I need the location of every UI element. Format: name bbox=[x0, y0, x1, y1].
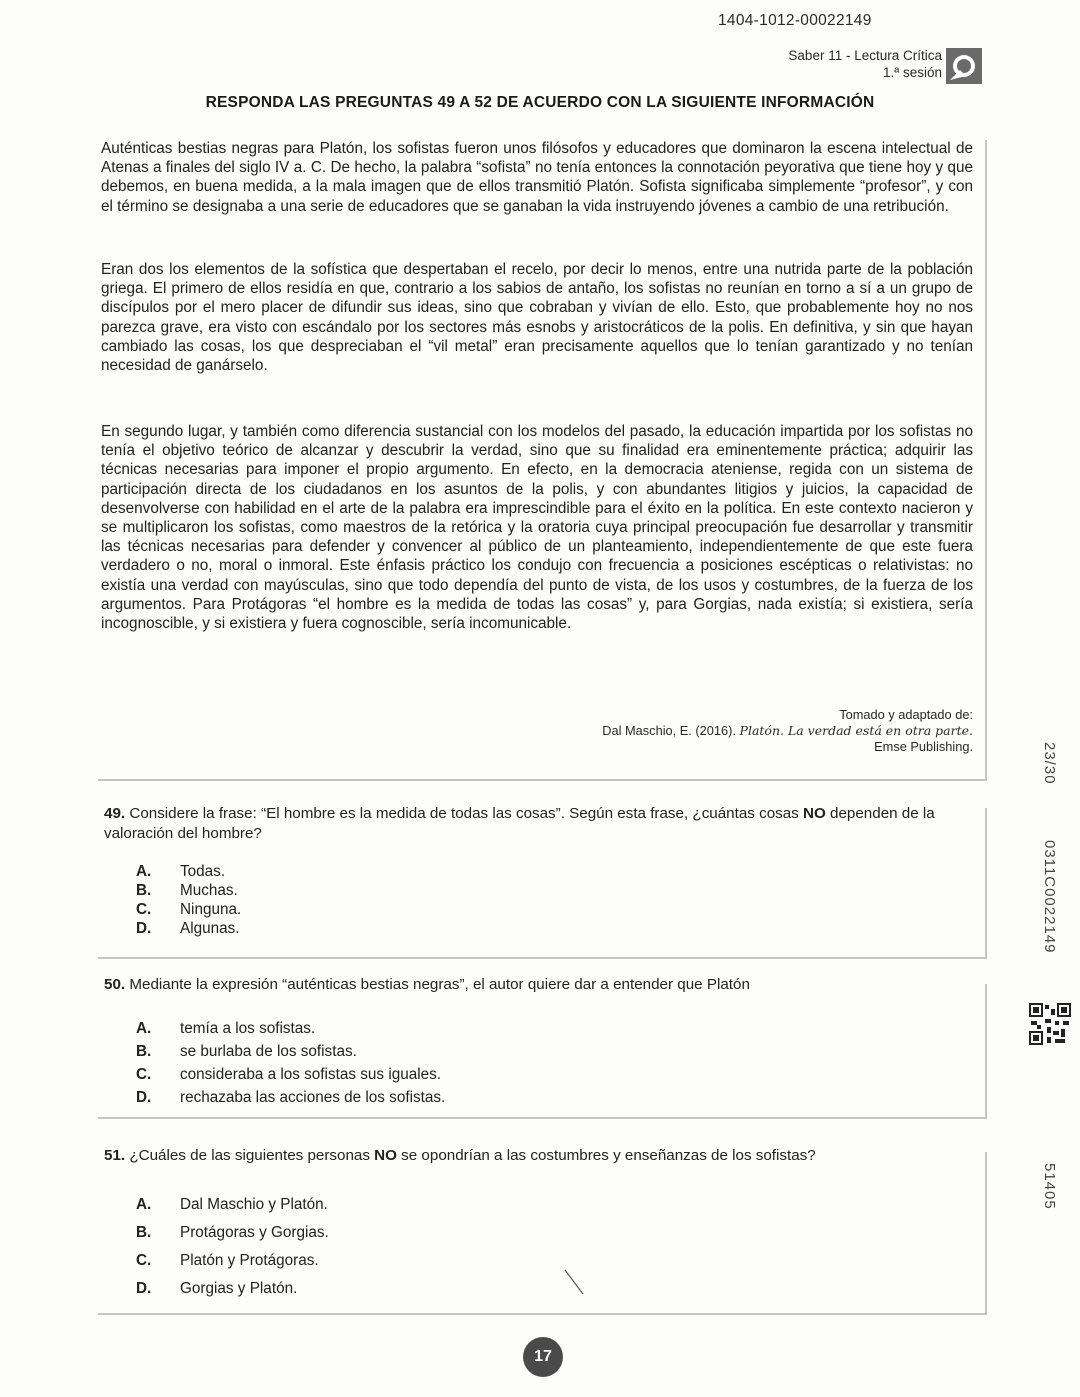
exam-seal-icon bbox=[946, 48, 982, 84]
question-51-bottom-border bbox=[98, 1313, 987, 1315]
option-letter: D. bbox=[136, 1089, 152, 1106]
option-text: rechazaba las acciones de los sofistas. bbox=[180, 1089, 446, 1106]
option-text: se burlaba de los sofistas. bbox=[180, 1043, 357, 1060]
passage-paragraph: En segundo lugar, y también como diferencia sustancial con los modelos del pasado, la educación impartida por los sofistas no tenía el objetivo teórico de alcanzar y descubrir la verdad, sino que su finalidad era eminentemente práctica; adquirir las técnicas necesarias para imponer el propio argumento. En efecto, en la democracia ateniense, regida con un sistema de participación directa de los ciudadanos en los asuntos de la polis, y con abundantes litigios y juicios, la capacidad de desenvolverse con habilidad en el arte de la palabra era imprescindible para el éxito en la política. En este contexto nacieron y se multiplicaron los sofistas, como maestros de la retórica y la oratoria cuya principal preocupación fue desarrollar y transmitir las técnicas necesarias para defender y convencer al público de un planteamiento, independientemente de que este fuera verdadero o no, moral o inmoral. Este énfasis práctico los condujo con frecuencia a posiciones escépticas o relativistas: no existía una verdad con mayúsculas, sino que todo dependía del punto de vista, de los usos y costumbres, de la fuerza de los argumentos. Para Protágoras “el hombre es la medida de todas las cosas” y, para Gorgias, nada existía; si existiera, sería incognoscible, y si existiera y fuera cognoscible, sería incomunicable. bbox=[101, 423, 973, 633]
question-51-border bbox=[985, 1152, 987, 1314]
option-letter: B. bbox=[136, 882, 152, 899]
option-a[interactable] bbox=[136, 1196, 328, 1214]
option-text: Ninguna. bbox=[180, 901, 242, 918]
question-text: Considere la frase: “El hombre es la medida de todas las cosas”. Según esta frase, ¿cuántas cosas bbox=[125, 805, 804, 822]
passage-bottom-border bbox=[98, 779, 987, 781]
option-a[interactable] bbox=[136, 863, 225, 881]
option-letter: B. bbox=[136, 1224, 152, 1241]
question-50-bottom-border bbox=[98, 1117, 987, 1119]
pencil-mark-icon bbox=[563, 1268, 585, 1296]
exam-name: Saber 11 - Lectura Crítica bbox=[788, 48, 942, 63]
option-b[interactable] bbox=[136, 1043, 357, 1061]
option-c[interactable] bbox=[136, 901, 241, 919]
booklet-code: 0311C002214​9 bbox=[1041, 840, 1058, 954]
document-code: 1404-1012-00022149 bbox=[718, 12, 872, 29]
option-text: Platón y Protágoras. bbox=[180, 1252, 319, 1269]
option-text: Algunas. bbox=[180, 920, 240, 937]
page-count: 23/30 bbox=[1041, 742, 1058, 785]
option-letter: A. bbox=[136, 1196, 152, 1213]
qr-code-icon bbox=[1029, 1003, 1071, 1045]
option-d[interactable] bbox=[136, 1280, 297, 1298]
option-c[interactable] bbox=[136, 1066, 441, 1084]
option-b[interactable] bbox=[136, 882, 238, 900]
option-text: temía a los sofistas. bbox=[180, 1020, 316, 1037]
option-d[interactable] bbox=[136, 920, 240, 938]
question-49-border bbox=[985, 808, 987, 958]
question-number: 51. bbox=[104, 1147, 126, 1164]
option-letter: B. bbox=[136, 1043, 152, 1060]
option-letter: D. bbox=[136, 920, 152, 937]
section-title: RESPONDA LAS PREGUNTAS 49 A 52 DE ACUERDO CON LA SIGUIENTE INFORMACIÓN bbox=[205, 94, 875, 111]
option-letter: C. bbox=[136, 901, 152, 918]
source-author: Dal Maschio, E. (2016). bbox=[602, 723, 740, 738]
question-text-end: se opondrían a las costumbres y enseñanzas de los sofistas? bbox=[396, 1147, 816, 1164]
source-intro: Tomado y adaptado de: bbox=[839, 707, 973, 722]
question-text: Mediante la expresión “auténticas bestias negras”, el autor quiere dar a entender que Platón bbox=[125, 976, 750, 993]
option-d[interactable] bbox=[136, 1089, 445, 1107]
option-letter: A. bbox=[136, 1020, 152, 1037]
question-50 bbox=[104, 975, 974, 995]
option-a[interactable] bbox=[136, 1020, 315, 1038]
page-number: 17 bbox=[523, 1337, 563, 1377]
question-emphasis: NO bbox=[803, 805, 826, 822]
option-text: Muchas. bbox=[180, 882, 238, 899]
exam-header bbox=[788, 47, 942, 81]
form-code: 51405 bbox=[1041, 1163, 1058, 1210]
option-text: Gorgias y Platón. bbox=[180, 1280, 298, 1297]
option-c[interactable] bbox=[136, 1252, 319, 1270]
source-publisher: Emse Publishing. bbox=[874, 739, 973, 754]
passage-paragraph: Eran dos los elementos de la sofística que despertaban el recelo, por decir lo menos, entre una nutrida parte de la población griega. El primero de ellos residía en que, contrario a los sabios de antaño, los sofistas no reunían en torno a sí a un grupo de discípulos por el mero placer de difundir sus ideas, sino que cobraban y vivían de ello. Esto, que probablemente hoy no nos parezca grave, era visto con escándalo por los sectores más esnobs y aristocráticos de la polis. En definitiva, y sin que hayan cambiado las cosas, los que despreciaban el “vil metal” eran precisamente aquellos que lo tenían garantizado y no tenían necesidad de ganárselo. bbox=[101, 261, 973, 375]
source-citation bbox=[602, 707, 973, 755]
question-number: 50. bbox=[104, 976, 126, 993]
session-label: 1.ª sesión bbox=[882, 65, 942, 80]
option-b[interactable] bbox=[136, 1224, 329, 1242]
option-letter: D. bbox=[136, 1280, 152, 1297]
option-text: Protágoras y Gorgias. bbox=[180, 1224, 329, 1241]
option-text: consideraba a los sofistas sus iguales. bbox=[180, 1066, 442, 1083]
passage-paragraph: Auténticas bestias negras para Platón, los sofistas fueron unos filósofos y educadores que dominaron la escena intelectual de Atenas a finales del siglo IV a. C. De hecho, la palabra “sofista” no tenía entonces la connotación peyorativa que tiene hoy y que debemos, en buena medida, a la mala imagen que de ellos transmitió Platón. Sofista significaba simplemente “profesor”, y con el término se designaba a una serie de educadores que se ganaban la vida instruyendo jóvenes a cambio de una retribución. bbox=[101, 140, 973, 215]
question-49-bottom-border bbox=[98, 957, 987, 959]
question-text: ¿Cuáles de las siguientes personas bbox=[125, 1147, 375, 1164]
option-letter: A. bbox=[136, 863, 152, 880]
source-title: Platón. La verdad está en otra parte. bbox=[739, 723, 973, 738]
question-51 bbox=[104, 1146, 974, 1166]
option-letter: C. bbox=[136, 1252, 152, 1269]
option-text: Todas. bbox=[180, 863, 226, 880]
question-49 bbox=[104, 804, 974, 844]
option-text: Dal Maschio y Platón. bbox=[180, 1196, 328, 1213]
option-letter: C. bbox=[136, 1066, 152, 1083]
question-emphasis: NO bbox=[374, 1147, 397, 1164]
question-number: 49. bbox=[104, 805, 126, 822]
question-text-end: dependen de la valoración del hombre? bbox=[104, 805, 935, 842]
question-50-border bbox=[985, 984, 987, 1118]
passage-right-border bbox=[985, 140, 987, 780]
